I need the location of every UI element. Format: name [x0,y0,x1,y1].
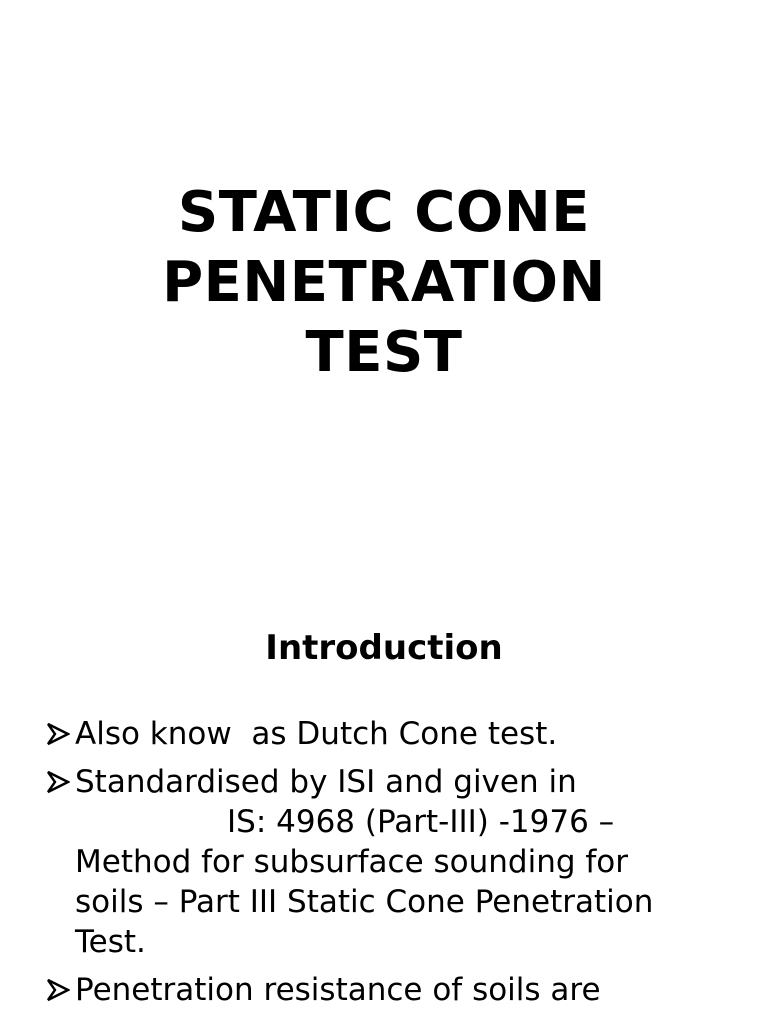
bullet-text: IS: 4968 (Part-III) -1976 – [227,804,615,840]
arrowhead-bullet-icon [46,770,70,794]
list-item [46,714,746,754]
arrowhead-bullet-icon [46,722,70,746]
bullet-text: Standardised by ISI and given in [75,764,577,800]
bullet-text: soils – Part III Static Cone Penetration [75,884,654,920]
title-line: PENETRATION [162,250,606,315]
title-line: TEST [305,320,463,385]
list-item [46,970,746,1010]
title-line: STATIC CONE [177,180,591,245]
bullet-list [46,714,746,1018]
section-heading: Introduction [265,628,503,668]
bullet-text: Method for subsurface sounding for [75,844,629,880]
bullet-text: Penetration resistance of soils are [75,972,601,1008]
list-item [46,762,746,962]
bullet-text: Also know as Dutch Cone test. [75,716,558,752]
bullet-text: Test. [75,924,146,960]
slide-title [0,178,768,388]
arrowhead-bullet-icon [46,978,70,1002]
